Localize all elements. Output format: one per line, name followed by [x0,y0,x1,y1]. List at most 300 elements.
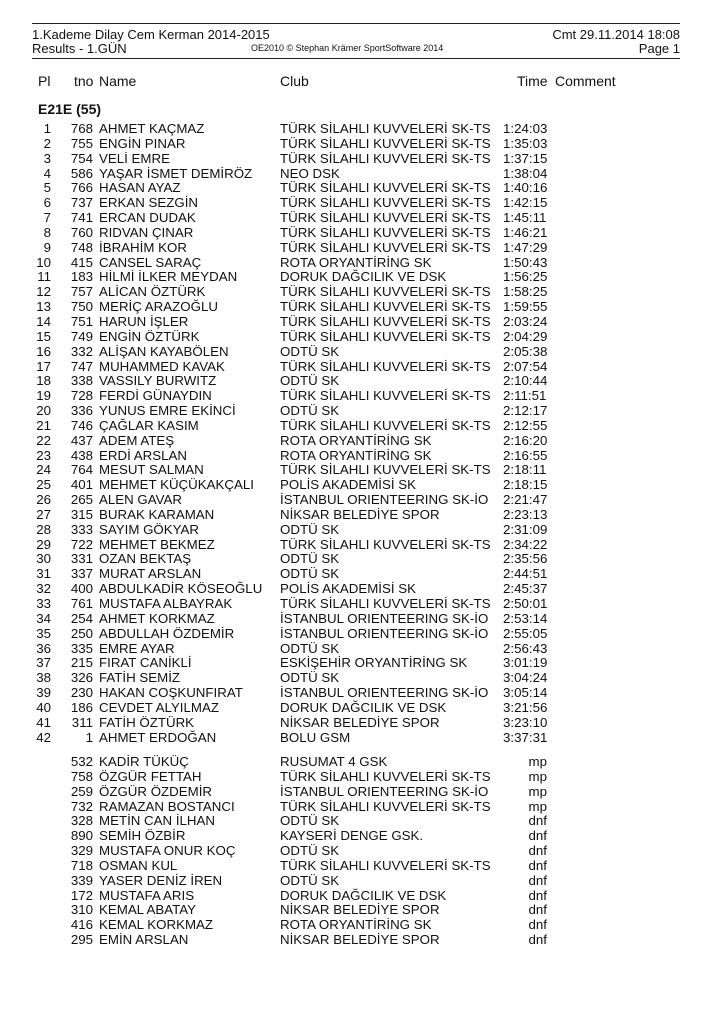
result-row [0,701,724,716]
start-number: 331 [70,551,93,567]
result-row [0,874,724,889]
place: 32 [36,581,51,597]
start-number: 438 [70,447,93,463]
club-name: ODTÜ SK [280,843,340,859]
start-number: 337 [70,566,93,582]
result-status: dnf [528,857,547,873]
runner-name: FERDİ GÜNAYDIN [99,388,212,404]
club-name: TÜRK SİLAHLI KUVVELERİ SK-TS [280,284,491,300]
place: 9 [43,239,51,255]
finish-time: 2:45:37 [503,581,548,597]
result-row [0,686,724,701]
runner-name: YASER DENİZ İREN [99,872,223,888]
col-header-tno: tno [74,73,94,89]
runner-name: OZAN BEKTAŞ [99,551,192,567]
result-status: dnf [528,917,547,933]
place: 39 [36,685,51,701]
start-number: 757 [70,284,93,300]
header-line-2 [32,41,680,57]
club-name: ODTÜ SK [280,872,340,888]
club-name: ODTÜ SK [280,403,340,419]
result-row [0,814,724,829]
start-number: 311 [71,714,93,730]
runner-name: EMRE AYAR [99,640,175,656]
result-status: mp [528,768,547,784]
result-row [0,434,724,449]
place: 15 [36,328,51,344]
finish-time: 3:21:56 [503,699,548,715]
finish-time: 2:35:56 [503,551,548,567]
club-name: NİKSAR BELEDİYE SPOR [280,932,440,948]
runner-name: VELİ EMRE [99,150,170,166]
start-number: 295 [70,932,93,948]
finish-time: 1:47:29 [503,239,548,255]
result-row [0,374,724,389]
runner-name: OSMAN KUL [99,857,178,873]
result-row [0,211,724,226]
runner-name: FIRAT CANİKLİ [99,655,192,671]
runner-name: ALİŞAN KAYABÖLEN [99,343,229,359]
start-number: 329 [70,843,93,859]
runner-name: RIDVAN ÇINAR [99,224,194,240]
runner-name: KADİR TÜKÜÇ [99,754,189,769]
start-number: 338 [70,373,93,389]
runner-name: ERKAN SEZGİN [99,195,199,211]
start-number: 336 [70,403,93,419]
result-row [0,627,724,642]
result-row [0,829,724,844]
place: 2 [43,135,51,151]
finish-time: 1:40:16 [503,180,548,196]
event-title: 1.Kademe Dilay Cem Kerman 2014-2015 [32,27,270,42]
finish-time: 2:23:13 [503,506,548,522]
runner-name: MUSTAFA ARIS [99,887,195,903]
club-name: TÜRK SİLAHLI KUVVELERİ SK-TS [280,768,491,784]
runner-name: MEHMET KÜÇÜKAKÇALI [99,477,254,493]
runner-name: ALİCAN ÖZTÜRK [99,284,206,300]
finish-time: 1:46:21 [503,224,548,240]
runner-name: ADEM ATEŞ [99,432,175,448]
club-name: NEO DSK [280,165,340,181]
start-number: 754 [70,150,93,166]
result-row [0,889,724,904]
club-name: TÜRK SİLAHLI KUVVELERİ SK-TS [280,299,491,315]
club-name: İSTANBUL ORIENTEERING SK-İO [280,783,489,799]
start-number: 315 [70,506,93,522]
runner-name: MEHMET BEKMEZ [99,536,215,552]
runner-name: FATİH ÖZTÜRK [99,714,195,730]
finish-time: 2:53:14 [503,610,548,626]
start-number: 764 [70,462,93,478]
result-row [0,300,724,315]
club-name: İSTANBUL ORIENTEERING SK-İO [280,610,489,626]
result-row [0,800,724,815]
club-name: İSTANBUL ORIENTEERING SK-İO [280,685,489,701]
runner-name: AHMET KORKMAZ [99,610,215,626]
start-number: 1 [85,729,93,745]
runner-name: ENGİN ÖZTÜRK [99,328,200,344]
result-row [0,196,724,211]
result-row [0,859,724,874]
runner-name: YUNUS EMRE EKİNCİ [99,403,236,419]
result-row [0,582,724,597]
runner-name: BURAK KARAMAN [99,506,215,522]
runner-name: CEVDET ALYILMAZ [99,699,219,715]
runner-name: ÖZGÜR ÖZDEMİR [99,783,213,799]
place: 14 [36,313,51,329]
finish-time: 1:59:55 [503,299,548,315]
club-name: ROTA ORYANTİRİNG SK [280,917,432,933]
header-top-rule [32,23,680,24]
runner-name: ERDİ ARSLAN [99,447,187,463]
result-status: dnf [528,813,547,829]
club-name: DORUK DAĞCILIK VE DSK [280,269,447,285]
runner-name: ENGİN PINAR [99,135,186,151]
result-row [0,330,724,345]
club-name: DORUK DAĞCILIK VE DSK [280,887,447,903]
start-number: 172 [70,887,93,903]
runner-name: ABDULLAH ÖZDEMİR [99,625,235,641]
place: 35 [36,625,51,641]
result-row [0,493,724,508]
result-row [0,538,724,553]
result-row [0,152,724,167]
club-name: ROTA ORYANTİRİNG SK [280,254,432,270]
place: 26 [36,492,51,508]
finish-time: 1:45:11 [503,210,547,226]
start-number: 732 [70,798,93,814]
place: 36 [36,640,51,656]
finish-time: 3:23:10 [503,714,548,730]
start-number: 586 [70,165,93,181]
runner-name: ÖZGÜR FETTAH [99,768,202,784]
place: 41 [36,714,51,730]
result-row [0,256,724,271]
place: 7 [43,210,51,226]
start-number: 183 [70,269,93,285]
result-row [0,419,724,434]
start-number: 766 [70,180,93,196]
result-row [0,241,724,256]
col-header-comment: Comment [555,73,616,89]
start-number: 401 [70,477,93,493]
place: 40 [36,699,51,715]
club-name: TÜRK SİLAHLI KUVVELERİ SK-TS [280,210,491,226]
result-row [0,360,724,375]
place: 42 [36,729,51,745]
runner-name: HASAN AYAZ [99,180,181,196]
club-name: NİKSAR BELEDİYE SPOR [280,902,440,918]
club-name: ODTÜ SK [280,813,340,829]
club-name: TÜRK SİLAHLI KUVVELERİ SK-TS [280,388,491,404]
page-number: Page 1 [638,41,680,56]
result-row [0,404,724,419]
finish-time: 1:37:15 [503,150,548,166]
runner-name: MERİÇ ARAZOĞLU [99,299,218,315]
place: 8 [43,224,51,240]
club-name: KAYSERİ DENGE GSK. [280,828,424,844]
runner-name: İBRAHİM KOR [99,239,187,255]
club-name: ODTÜ SK [280,521,340,537]
runner-name: ÇAĞLAR KASIM [99,417,199,433]
runner-name: AHMET KAÇMAZ [99,121,205,136]
start-number: 326 [70,670,93,686]
finish-time: 3:05:14 [503,685,548,701]
result-row [0,315,724,330]
start-number: 310 [70,902,93,918]
start-number: 750 [70,299,93,315]
start-number: 758 [70,768,93,784]
result-row [0,671,724,686]
club-name: POLİS AKADEMİSİ SK [280,581,416,597]
place: 20 [36,403,51,419]
runner-name: ERCAN DUDAK [99,210,196,226]
result-row [0,122,724,137]
runner-name: CANSEL SARAÇ [99,254,202,270]
result-row [0,656,724,671]
finish-time: 2:07:54 [503,358,548,374]
finish-time: 1:35:03 [503,135,548,151]
start-number: 737 [70,195,93,211]
finish-time: 2:12:17 [503,403,548,419]
place: 1 [43,121,51,136]
results-subtitle: Results - 1.GÜN [32,41,127,56]
result-row [0,478,724,493]
club-name: TÜRK SİLAHLI KUVVELERİ SK-TS [280,195,491,211]
club-name: ODTÜ SK [280,566,340,582]
club-name: TÜRK SİLAHLI KUVVELERİ SK-TS [280,462,491,478]
result-status: dnf [528,872,547,888]
result-status: mp [528,798,547,814]
result-row [0,716,724,731]
finish-time: 2:16:55 [503,447,548,463]
result-status: dnf [528,902,547,918]
place: 18 [36,373,51,389]
place: 22 [36,432,51,448]
runner-name: YAŞAR İSMET DEMİRÖZ [99,165,253,181]
place: 19 [36,388,51,404]
result-row [0,552,724,567]
club-name: İSTANBUL ORIENTEERING SK-İO [280,625,489,641]
place: 4 [43,165,51,181]
result-row [0,918,724,933]
result-row [0,770,724,785]
start-number: 760 [70,224,93,240]
print-datetime: Cmt 29.11.2014 18:08 [552,27,680,42]
finish-time: 1:50:43 [503,254,548,270]
finish-time: 1:38:04 [503,165,548,181]
finish-time: 2:11:51 [503,388,547,404]
result-status: dnf [528,887,547,903]
club-name: TÜRK SİLAHLI KUVVELERİ SK-TS [280,328,491,344]
result-row [0,567,724,582]
runner-name: MURAT ARSLAN [99,566,202,582]
place: 27 [36,506,51,522]
result-row [0,844,724,859]
place: 13 [36,299,51,315]
runner-name: METİN CAN İLHAN [99,813,215,829]
result-row [0,642,724,657]
place: 37 [36,655,51,671]
col-header-name: Name [99,73,137,89]
result-row [0,181,724,196]
finish-time: 3:04:24 [503,670,548,686]
col-header-pl: Pl [38,73,51,89]
finish-time: 2:56:43 [503,640,548,656]
runner-name: MESUT SALMAN [99,462,204,478]
runner-name: HAKAN COŞKUNFIRAT [99,685,243,701]
runner-name: MUSTAFA ONUR KOÇ [99,843,236,859]
result-row [0,137,724,152]
result-status: dnf [528,843,547,859]
club-name: ESKİŞEHİR ORYANTİRİNG SK [280,655,468,671]
start-number: 890 [70,828,93,844]
start-number: 259 [70,783,93,799]
finish-time: 2:16:20 [503,432,548,448]
club-name: ROTA ORYANTİRİNG SK [280,447,432,463]
result-row [0,903,724,918]
finish-time: 1:56:25 [503,269,548,285]
runner-name: MUSTAFA ALBAYRAK [99,596,233,611]
start-number: 755 [70,135,93,151]
start-number: 748 [70,239,93,255]
finish-time: 2:10:44 [503,373,548,389]
finish-time: 2:18:15 [503,477,548,493]
place: 23 [36,447,51,463]
col-header-club: Club [280,73,309,89]
club-name: TÜRK SİLAHLI KUVVELERİ SK-TS [280,239,491,255]
finish-time: 2:18:11 [503,462,547,478]
runner-name: SAYIM GÖKYAR [99,521,199,537]
result-row [0,449,724,464]
club-name: ODTÜ SK [280,670,340,686]
club-name: TÜRK SİLAHLI KUVVELERİ SK-TS [280,857,491,873]
place: 11 [37,269,51,285]
club-name: TÜRK SİLAHLI KUVVELERİ SK-TS [280,596,491,611]
finish-time: 2:50:01 [503,596,548,611]
runner-name: FATİH SEMİZ [99,670,181,686]
club-name: BOLU GSM [280,729,351,745]
place: 33 [36,596,51,611]
place: 31 [36,566,51,582]
start-number: 437 [70,432,93,448]
runner-name: MUHAMMED KAVAK [99,358,225,374]
place: 25 [36,477,51,493]
start-number: 335 [70,640,93,656]
runner-name: ABDULKADİR KÖSEOĞLU [99,581,263,597]
club-name: NİKSAR BELEDİYE SPOR [280,506,440,522]
start-number: 768 [70,121,93,136]
runner-name: HARUN İŞLER [99,313,189,329]
start-number: 416 [70,917,93,933]
club-name: POLİS AKADEMİSİ SK [280,477,416,493]
place: 3 [43,150,51,166]
result-row [0,785,724,800]
result-row [0,389,724,404]
finish-time: 1:42:15 [503,195,548,211]
class-title: E21E (55) [38,101,102,117]
finish-time: 2:31:09 [503,521,548,537]
place: 12 [36,284,51,300]
finish-time: 2:55:05 [503,625,548,641]
finish-time: 3:01:19 [503,655,548,671]
place: 10 [36,254,51,270]
club-name: ODTÜ SK [280,551,340,567]
result-row [0,755,724,770]
place: 24 [36,462,51,478]
result-status: dnf [528,828,547,844]
result-row [0,226,724,241]
start-number: 751 [70,313,93,329]
place: 34 [36,610,51,626]
start-number: 215 [70,655,93,671]
club-name: TÜRK SİLAHLI KUVVELERİ SK-TS [280,224,491,240]
club-name: ODTÜ SK [280,373,340,389]
column-headers [0,73,724,89]
club-name: ODTÜ SK [280,640,340,656]
finish-time: 2:21:47 [503,492,548,508]
place: 38 [36,670,51,686]
col-header-time: Time [517,73,548,89]
club-name: RUSUMAT 4 GSK [280,754,388,769]
start-number: 328 [70,813,93,829]
runner-name: AHMET ERDOĞAN [99,729,217,745]
start-number: 532 [70,754,93,769]
club-name: TÜRK SİLAHLI KUVVELERİ SK-TS [280,798,491,814]
result-row [0,597,724,612]
runner-name: SEMİH ÖZBİR [99,828,186,844]
place: 6 [43,195,51,211]
finish-time: 2:12:55 [503,417,548,433]
finish-time: 2:03:24 [503,313,548,329]
start-number: 333 [70,521,93,537]
start-number: 761 [70,596,93,611]
result-row [0,933,724,948]
place: 29 [36,536,51,552]
result-row [0,463,724,478]
finish-time: 3:37:31 [503,729,548,745]
club-name: TÜRK SİLAHLI KUVVELERİ SK-TS [280,417,491,433]
finish-time: 2:05:38 [503,343,548,359]
club-name: NİKSAR BELEDİYE SPOR [280,714,440,730]
start-number: 722 [70,536,93,552]
finish-time: 1:58:25 [503,284,548,300]
place: 21 [36,417,51,433]
start-number: 265 [70,492,93,508]
runner-name: ALEN GAVAR [99,492,183,508]
finish-time: 2:34:22 [503,536,548,552]
club-name: TÜRK SİLAHLI KUVVELERİ SK-TS [280,121,491,136]
start-number: 747 [70,358,93,374]
place: 30 [36,551,51,567]
unranked-results-list [0,755,724,948]
club-name: TÜRK SİLAHLI KUVVELERİ SK-TS [280,150,491,166]
result-row [0,523,724,538]
start-number: 250 [70,625,93,641]
result-row [0,345,724,360]
start-number: 186 [70,699,93,715]
start-number: 718 [70,857,93,873]
result-status: dnf [528,932,547,948]
result-status: mp [528,754,547,769]
start-number: 741 [70,210,93,226]
club-name: TÜRK SİLAHLI KUVVELERİ SK-TS [280,536,491,552]
place: 17 [36,358,51,374]
club-name: TÜRK SİLAHLI KUVVELERİ SK-TS [280,358,491,374]
ranked-results-list [0,122,724,745]
runner-name: KEMAL KORKMAZ [99,917,214,933]
start-number: 254 [70,610,93,626]
